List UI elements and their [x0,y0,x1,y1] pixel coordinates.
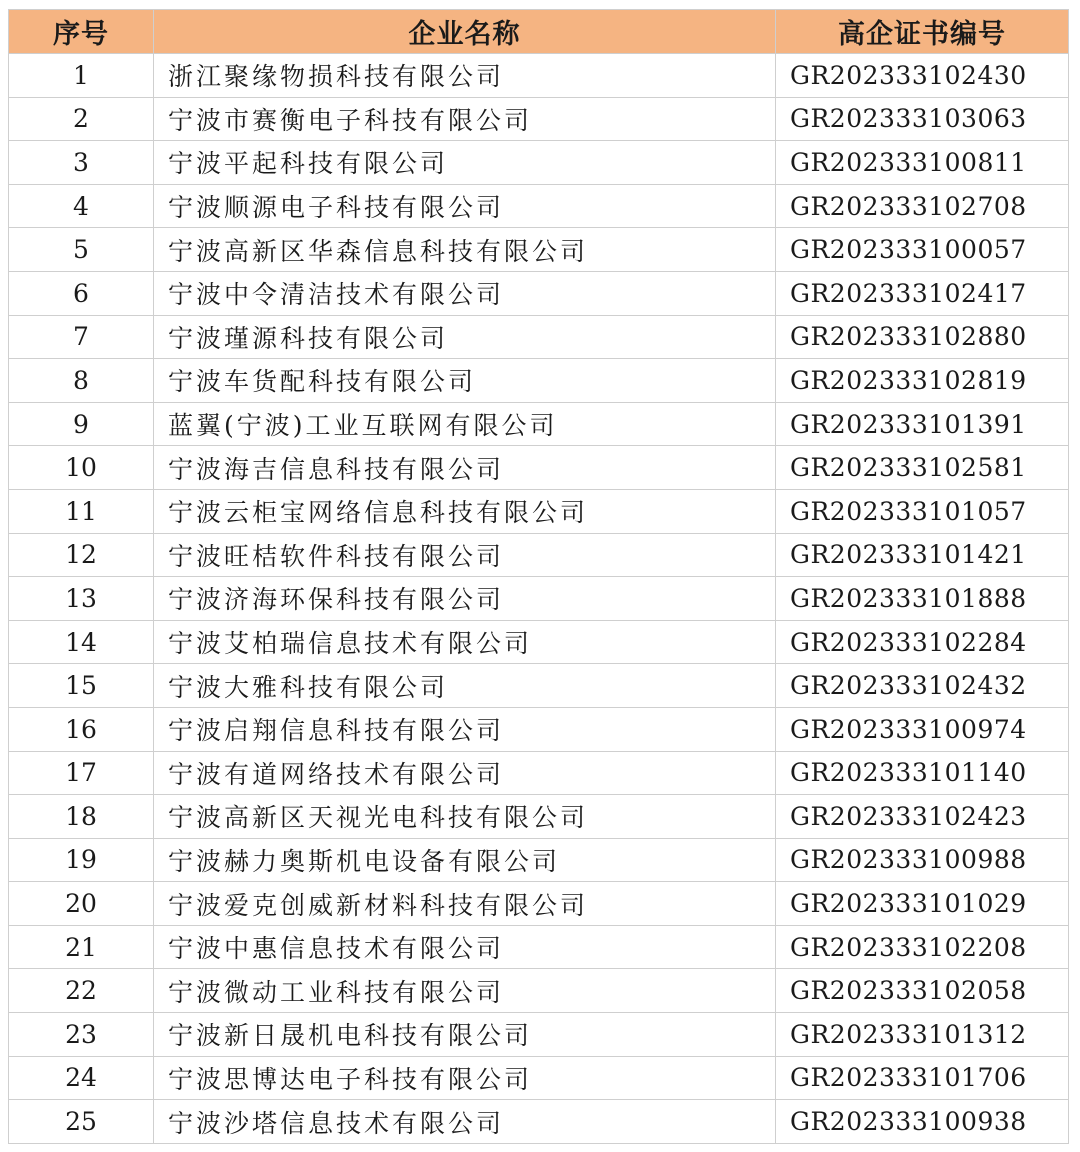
certificate-number: GR202333100811 [776,141,1069,185]
company-name: 宁波高新区华森信息科技有限公司 [154,228,776,272]
table-row [9,315,1069,359]
table-row [9,271,1069,315]
row-index: 22 [9,969,154,1013]
certificate-number: GR202333103063 [776,97,1069,141]
company-name: 宁波平起科技有限公司 [154,141,776,185]
table-row [9,97,1069,141]
table-row [9,577,1069,621]
company-name: 宁波济海环保科技有限公司 [154,577,776,621]
company-name: 宁波艾柏瑞信息技术有限公司 [154,620,776,664]
certificate-number: GR202333101312 [776,1013,1069,1057]
table-row [9,141,1069,185]
certificate-number: GR202333102058 [776,969,1069,1013]
certificate-number: GR202333102880 [776,315,1069,359]
company-name: 宁波爱克创威新材料科技有限公司 [154,882,776,926]
row-index: 12 [9,533,154,577]
certificate-number: GR202333100988 [776,838,1069,882]
company-name: 宁波旺桔软件科技有限公司 [154,533,776,577]
company-name: 宁波车货配科技有限公司 [154,359,776,403]
row-index: 14 [9,620,154,664]
row-index: 7 [9,315,154,359]
header-index: 序号 [9,10,154,54]
certificate-number: GR202333100974 [776,707,1069,751]
company-name: 宁波瑾源科技有限公司 [154,315,776,359]
row-index: 5 [9,228,154,272]
company-name: 宁波微动工业科技有限公司 [154,969,776,1013]
table-row [9,795,1069,839]
company-name: 宁波有道网络技术有限公司 [154,751,776,795]
table-row [9,446,1069,490]
company-certificate-table [8,9,1069,1144]
table-row [9,707,1069,751]
company-name: 宁波市赛衡电子科技有限公司 [154,97,776,141]
row-index: 15 [9,664,154,708]
row-index: 17 [9,751,154,795]
table-row [9,533,1069,577]
company-name: 宁波高新区天视光电科技有限公司 [154,795,776,839]
row-index: 4 [9,184,154,228]
certificate-number: GR202333102819 [776,359,1069,403]
table-header [9,10,1069,54]
row-index: 19 [9,838,154,882]
company-name: 宁波新日晟机电科技有限公司 [154,1013,776,1057]
header-company-name: 企业名称 [154,10,776,54]
row-index: 16 [9,707,154,751]
table-row [9,751,1069,795]
row-index: 6 [9,271,154,315]
certificate-number: GR202333101140 [776,751,1069,795]
certificate-number: GR202333102284 [776,620,1069,664]
certificate-number: GR202333100057 [776,228,1069,272]
table-row [9,925,1069,969]
row-index: 13 [9,577,154,621]
company-name: 宁波启翔信息科技有限公司 [154,707,776,751]
row-index: 21 [9,925,154,969]
row-index: 24 [9,1056,154,1100]
certificate-number: GR202333101421 [776,533,1069,577]
table-row [9,228,1069,272]
table-row [9,1100,1069,1144]
row-index: 20 [9,882,154,926]
certificate-number: GR202333101706 [776,1056,1069,1100]
certificate-number: GR202333100938 [776,1100,1069,1144]
table-body [9,54,1069,1144]
certificate-number: GR202333101029 [776,882,1069,926]
table-row [9,359,1069,403]
company-name: 宁波沙塔信息技术有限公司 [154,1100,776,1144]
header-certificate-number: 高企证书编号 [776,10,1069,54]
table-row [9,969,1069,1013]
certificate-number: GR202333102432 [776,664,1069,708]
table-row [9,1056,1069,1100]
table-row [9,54,1069,98]
certificate-number: GR202333102581 [776,446,1069,490]
row-index: 8 [9,359,154,403]
certificate-number: GR202333102208 [776,925,1069,969]
row-index: 18 [9,795,154,839]
row-index: 1 [9,54,154,98]
company-name: 蓝翼(宁波)工业互联网有限公司 [154,402,776,446]
company-name: 宁波中令清洁技术有限公司 [154,271,776,315]
table-row [9,184,1069,228]
table-row [9,664,1069,708]
row-index: 3 [9,141,154,185]
table-row [9,489,1069,533]
certificate-number: GR202333102430 [776,54,1069,98]
header-row [9,10,1069,54]
table-row [9,402,1069,446]
company-name: 宁波海吉信息科技有限公司 [154,446,776,490]
row-index: 9 [9,402,154,446]
company-name: 宁波云柜宝网络信息科技有限公司 [154,489,776,533]
company-name: 宁波思博达电子科技有限公司 [154,1056,776,1100]
row-index: 11 [9,489,154,533]
row-index: 2 [9,97,154,141]
certificate-number: GR202333102423 [776,795,1069,839]
certificate-number: GR202333102708 [776,184,1069,228]
company-name: 宁波大雅科技有限公司 [154,664,776,708]
table-row [9,620,1069,664]
company-name: 浙江聚缘物损科技有限公司 [154,54,776,98]
table-row [9,838,1069,882]
certificate-number: GR202333102417 [776,271,1069,315]
company-name: 宁波顺源电子科技有限公司 [154,184,776,228]
certificate-number: GR202333101391 [776,402,1069,446]
table-row [9,882,1069,926]
company-name: 宁波赫力奥斯机电设备有限公司 [154,838,776,882]
certificate-number: GR202333101057 [776,489,1069,533]
row-index: 25 [9,1100,154,1144]
certificate-number: GR202333101888 [776,577,1069,621]
row-index: 10 [9,446,154,490]
table-row [9,1013,1069,1057]
row-index: 23 [9,1013,154,1057]
company-name: 宁波中惠信息技术有限公司 [154,925,776,969]
